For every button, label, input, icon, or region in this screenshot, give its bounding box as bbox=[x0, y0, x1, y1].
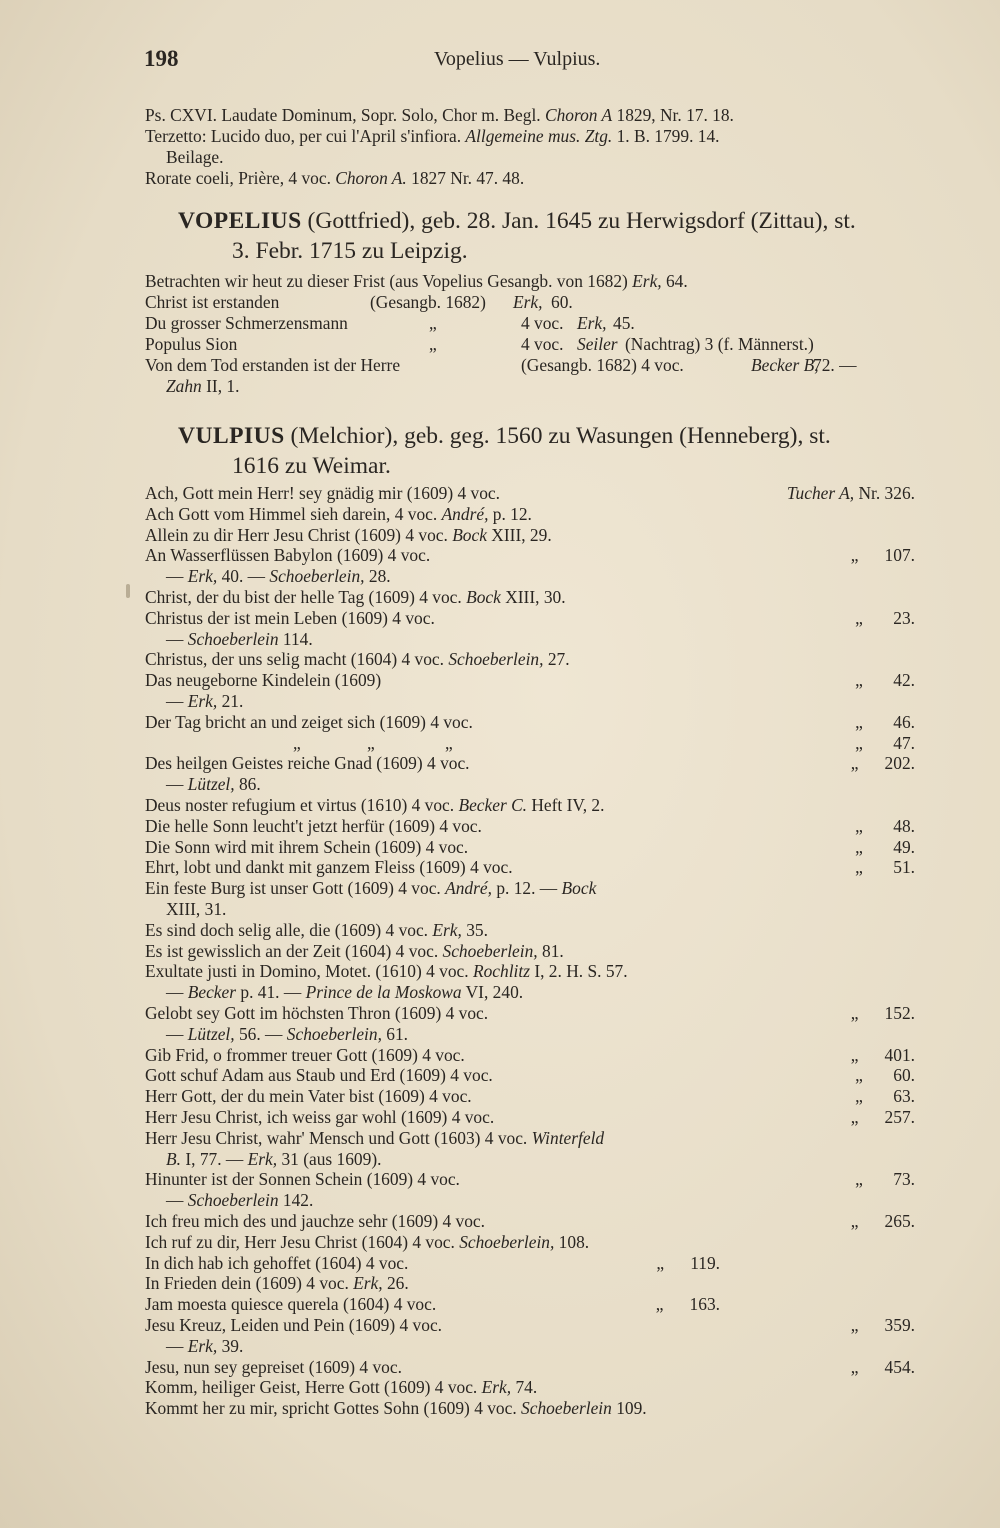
entry-line: Christus der ist mein Leben (1609) 4 voc. „ 23. bbox=[145, 608, 915, 628]
entry-line: Gib Frid, o frommer treuer Gott (1609) 4 voc. „ 401. bbox=[145, 1045, 915, 1065]
entry-line: Exultate justi in Domino, Motet. (1610) 4 voc. Rochlitz I, 2. H. S. 57. bbox=[145, 961, 628, 981]
entry-line: Terzetto: Lucido duo, per cui l'April s'infiora. Allgemeine mus. Ztg. 1. B. 1799. 14. bbox=[145, 126, 720, 146]
entry-line: XIII, 31. bbox=[166, 899, 227, 919]
entry-line: Das neugeborne Kindelein (1609) „ 42. bbox=[145, 670, 915, 690]
entry-line: In Frieden dein (1609) 4 voc. Erk, 26. bbox=[145, 1273, 409, 1293]
entry-line: Populus Sion „ 4 voc. Seiler (Nachtrag) 3 (f. Männerst.) bbox=[145, 334, 814, 354]
entry-line: — Schoeberlein 142. bbox=[166, 1190, 314, 1210]
entry-line: „ „ „ „ 47. bbox=[293, 733, 915, 753]
entry-line: Allein zu dir Herr Jesu Christ (1609) 4 voc. Bock XIII, 29. bbox=[145, 525, 552, 545]
entry-line: Rorate coeli, Prière, 4 voc. Choron A. 1827 Nr. 47. 48. bbox=[145, 168, 525, 188]
entry-line: An Wasserflüssen Babylon (1609) 4 voc. „ 107. bbox=[145, 545, 915, 565]
entry-line: Christus, der uns selig macht (1604) 4 voc. Schoeberlein, 27. bbox=[145, 649, 570, 669]
entry-line: Ich ruf zu dir, Herr Jesu Christ (1604) 4 voc. Schoeberlein, 108. bbox=[145, 1232, 590, 1252]
entry-line: Ach Gott vom Himmel sieh darein, 4 voc. André, p. 12. bbox=[145, 504, 532, 524]
entry-line: Herr Jesu Christ, ich weiss gar wohl (1609) 4 voc. „ 257. bbox=[145, 1107, 915, 1127]
entry-line: In dich hab ich gehoffet (1604) 4 voc. „ 119. bbox=[145, 1253, 720, 1273]
entry-line: Gott schuf Adam aus Staub und Erd (1609) 4 voc. „ 60. bbox=[145, 1065, 915, 1085]
entry-line: — Erk, 40. — Schoeberlein, 28. bbox=[166, 566, 391, 586]
entry-line: Hinunter ist der Sonnen Schein (1609) 4 voc. „ 73. bbox=[145, 1169, 915, 1189]
entry-line: — Lützel, 86. bbox=[166, 774, 261, 794]
entry-line: Jesu, nun sey gepreiset (1609) 4 voc. „ 454. bbox=[145, 1357, 915, 1377]
entry-line: Kommt her zu mir, spricht Gottes Sohn (1609) 4 voc. Schoeberlein 109. bbox=[145, 1398, 647, 1418]
composer-heading-vulpius: VULPIUS (Melchior), geb. geg. 1560 zu Wasungen (Henneberg), st. bbox=[178, 423, 831, 449]
entry-line: — Becker p. 41. — Prince de la Moskowa VI, 240. bbox=[166, 982, 524, 1002]
entry-line: — Erk, 21. bbox=[166, 691, 244, 711]
entry-line: Ps. CXVI. Laudate Dominum, Sopr. Solo, Chor m. Begl. Choron A 1829, Nr. 17. 18. bbox=[145, 105, 734, 125]
entry-line: — Lützel, 56. — Schoeberlein, 61. bbox=[166, 1024, 409, 1044]
page-number: 198 bbox=[144, 46, 179, 71]
entry-line: Ach, Gott mein Herr! sey gnädig mir (1609) 4 voc. Tucher A, Nr. 326. bbox=[145, 483, 915, 503]
composer-heading-vulpius-cont: 1616 zu Weimar. bbox=[232, 453, 391, 479]
entry-line: Ehrt, lobt und dankt mit ganzem Fleiss (1609) 4 voc. „ 51. bbox=[145, 857, 915, 877]
entry-line: Die helle Sonn leucht't jetzt herfür (1609) 4 voc. „ 48. bbox=[145, 816, 915, 836]
composer-heading-vopelius-cont: 3. Febr. 1715 zu Leipzig. bbox=[232, 238, 468, 264]
entry-line: Die Sonn wird mit ihrem Schein (1609) 4 voc. „ 49. bbox=[145, 837, 915, 857]
entry-line: Komm, heiliger Geist, Herre Gott (1609) 4 voc. Erk, 74. bbox=[145, 1377, 538, 1397]
entry-line: Herr Gott, der du mein Vater bist (1609) 4 voc. „ 63. bbox=[145, 1086, 915, 1106]
entry-line: Jesu Kreuz, Leiden und Pein (1609) 4 voc. „ 359. bbox=[145, 1315, 915, 1335]
entry-line: — Schoeberlein 114. bbox=[166, 629, 313, 649]
entry-line: Herr Jesu Christ, wahr' Mensch und Gott (1603) 4 voc. Winterfeld bbox=[145, 1128, 605, 1148]
page-blemish bbox=[126, 584, 130, 598]
entry-line: Gelobt sey Gott im höchsten Thron (1609) 4 voc. „ 152. bbox=[145, 1003, 915, 1023]
entry-line: Jam moesta quiesce querela (1604) 4 voc. „ 163. bbox=[145, 1294, 720, 1314]
entry-line: Beilage. bbox=[166, 147, 224, 167]
entry-line: Deus noster refugium et virtus (1610) 4 voc. Becker C. Heft IV, 2. bbox=[145, 795, 605, 815]
entry-line: Zahn II, 1. bbox=[166, 376, 240, 396]
entry-line: Von dem Tod erstanden ist der Herre (Gesangb. 1682) 4 voc. Becker B, 72. — bbox=[145, 355, 857, 375]
entry-line: Christ, der du bist der helle Tag (1609) 4 voc. Bock XIII, 30. bbox=[145, 587, 566, 607]
running-title: Vopelius — Vulpius. bbox=[434, 48, 601, 70]
entry-line: Du grosser Schmerzensmann „ 4 voc. Erk, 45. bbox=[145, 313, 635, 333]
entry-line: Es ist gewisslich an der Zeit (1604) 4 voc. Schoeberlein, 81. bbox=[145, 941, 564, 961]
entry-line: B. I, 77. — Erk, 31 (aus 1609). bbox=[166, 1149, 382, 1169]
entry-line: Es sind doch selig alle, die (1609) 4 voc. Erk, 35. bbox=[145, 920, 488, 940]
entry-line: — Erk, 39. bbox=[166, 1336, 244, 1356]
entry-line: Ein feste Burg ist unser Gott (1609) 4 voc. André, p. 12. — Bock bbox=[145, 878, 597, 898]
entry-line: Ich freu mich des und jauchze sehr (1609) 4 voc. „ 265. bbox=[145, 1211, 915, 1231]
page-header bbox=[140, 46, 900, 80]
entry-line: Betrachten wir heut zu dieser Frist (aus Vopelius Gesangb. von 1682) Erk, 64. bbox=[145, 271, 688, 291]
entry-line: Der Tag bricht an und zeiget sich (1609) 4 voc. „ 46. bbox=[145, 712, 915, 732]
entry-line: Des heilgen Geistes reiche Gnad (1609) 4 voc. „ 202. bbox=[145, 753, 915, 773]
composer-heading-vopelius: VOPELIUS (Gottfried), geb. 28. Jan. 1645 zu Herwigsdorf (Zittau), st. bbox=[178, 208, 856, 234]
entry-line: Christ ist erstanden (Gesangb. 1682) Erk, 60. bbox=[145, 292, 573, 312]
